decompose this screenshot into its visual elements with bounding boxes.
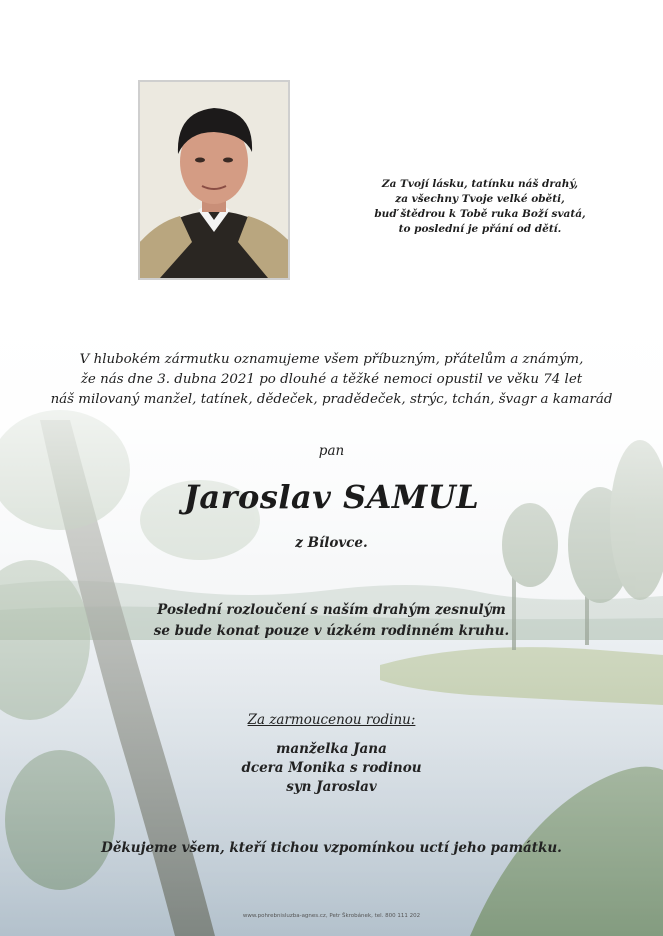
memorial-poem	[330, 177, 630, 237]
poem-line: Za Tvojí lásku, tatínku náš drahý,	[381, 178, 579, 190]
portrait-photo	[140, 82, 288, 278]
deceased-name: Jaroslav SAMUL	[183, 478, 480, 516]
honorific: pan	[318, 443, 345, 459]
thanks-line: Děkujeme všem, kteří tichou vzpomínkou uctí jeho památku.	[101, 840, 562, 856]
funeral-service-footer: www.pohrebnisluzba-agnes.cz, Petr Škrobánek, tel. 800 111 202	[242, 913, 421, 919]
farewell-line: Poslední rozloučení s naším drahým zesnulým	[157, 602, 506, 618]
farewell-line: se bude konat pouze v úzkém rodinném kruhu.	[153, 623, 510, 639]
poem-line: za všechny Tvoje velké oběti,	[395, 193, 565, 205]
announcement-line: náš milovaný manžel, tatínek, dědeček, pradědeček, strýc, tchán, švagr a kamarád	[50, 392, 613, 407]
announcement-line: V hlubokém zármutku oznamujeme všem příbuzným, přátelům a známým,	[79, 352, 584, 367]
announcement-line: že nás dne 3. dubna 2021 po dlouhé a těžké nemoci opustil ve věku 74 let	[80, 372, 583, 387]
farewell-notice	[0, 600, 663, 642]
family-member: dcera Monika s rodinou	[241, 760, 422, 776]
death-announcement	[20, 350, 643, 410]
deceased-origin: z Bílovce.	[295, 535, 368, 551]
poem-line: to poslední je přání od dětí.	[398, 223, 562, 235]
family-member: syn Jaroslav	[286, 779, 377, 795]
family-heading-text: Za zarmoucenou rodinu:	[247, 712, 416, 728]
family-member: manželka Jana	[276, 741, 387, 757]
family-members-list	[0, 740, 663, 797]
family-heading	[0, 712, 663, 728]
poem-line: buď štědrou k Tobě ruka Boží svatá,	[374, 208, 586, 220]
